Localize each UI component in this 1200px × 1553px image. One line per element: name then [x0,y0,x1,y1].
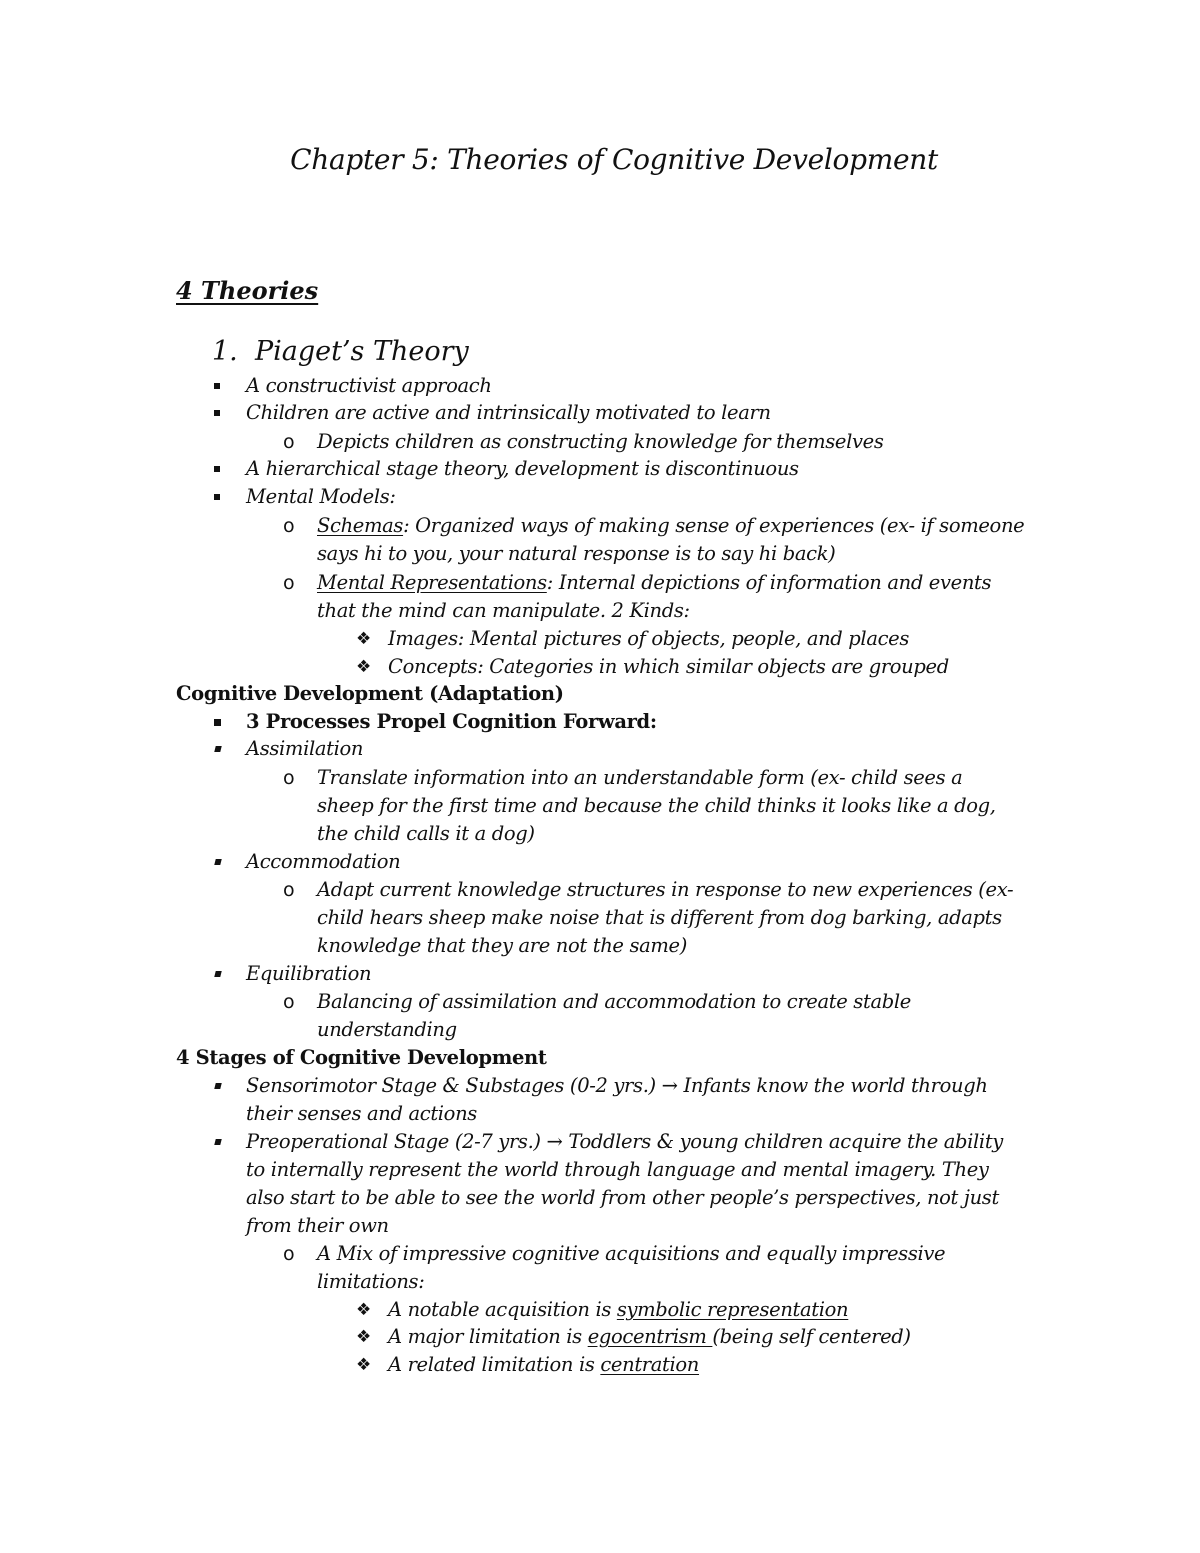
diamond-bullet-icon: ❖ [356,657,372,677]
list-item [388,1323,911,1351]
item-text: A major limitation is [388,1325,588,1348]
square-bullet-icon [214,466,220,472]
list-item-continuation: sheep for the first time and because the child thinks it looks like a dog, [317,794,996,817]
circle-bullet-icon: o [283,991,295,1013]
term-schemas: Schemas [317,514,404,537]
list-item: Images: Mental pictures of objects, people, and places [388,627,910,650]
circle-bullet-icon: o [283,879,295,901]
circle-bullet-icon: o [283,1243,295,1265]
list-item-continuation: limitations: [317,1270,425,1293]
theory-title: Piaget’s Theory [254,336,469,367]
list-item: Children are active and intrinsically motivated to learn [246,401,771,424]
term-egocentrism: egocentrism [587,1325,713,1348]
list-item-continuation: child hears sheep make noise that is different from dog barking, adapts [317,906,1002,929]
list-item [317,569,991,597]
square-bullet-icon [214,859,221,865]
theory-number: 1. [212,336,238,367]
list-item: 3 Processes Propel Cognition Forward: [246,710,657,733]
list-item [388,1351,699,1379]
document-title: Chapter 5: Theories of Cognitive Development [290,143,938,176]
list-item: Equilibration [246,962,372,985]
list-item: Preoperational Stage (2-7 yrs.) → Toddlers & young children acquire the ability [246,1130,1003,1153]
item-text: (being self centered) [712,1325,911,1348]
list-item-continuation: to internally represent the world through language and mental imagery. They [246,1158,989,1181]
term-symbolic-representation: symbolic representation [616,1298,849,1321]
list-item: A Mix of impressive cognitive acquisitions and equally impressive [317,1242,946,1265]
definition-text: : Internal depictions of information and events [546,571,992,594]
circle-bullet-icon: o [283,515,295,537]
list-item: Balancing of assimilation and accommodation to create stable [317,990,911,1013]
list-item: Concepts: Categories in which similar objects are grouped [388,655,949,678]
subheading-four-stages: 4 Stages of Cognitive Development [176,1046,547,1069]
list-item-continuation: their senses and actions [246,1102,477,1125]
list-item-continuation: from their own [246,1214,389,1237]
term-mental-representations: Mental Representations [317,571,547,594]
theory-heading [212,336,469,367]
section-heading: 4 Theories [176,276,319,305]
square-bullet-icon [214,494,220,500]
square-bullet-icon [214,1083,221,1089]
square-bullet-icon [214,719,221,726]
list-item: Translate information into an understandable form (ex- child sees a [317,766,963,789]
item-text: A related limitation is [388,1353,601,1376]
list-item: Depicts children as constructing knowledge for themselves [317,430,884,453]
list-item: Assimilation [246,737,364,760]
list-item [388,1296,848,1324]
square-bullet-icon [214,1139,221,1145]
definition-text: : Organized ways of making sense of experiences (ex- if someone [403,514,1025,537]
square-bullet-icon [214,383,220,389]
term-centration: centration [600,1353,700,1376]
list-item-continuation: that the mind can manipulate. 2 Kinds: [317,599,690,622]
square-bullet-icon [214,746,221,752]
list-item: Sensorimotor Stage & Substages (0-2 yrs.) → Infants know the world through [246,1074,988,1097]
item-text: A notable acquisition is [388,1298,617,1321]
diamond-bullet-icon: ❖ [356,1327,372,1347]
circle-bullet-icon: o [283,431,295,453]
list-item: Accommodation [246,850,401,873]
list-item: Adapt current knowledge structures in response to new experiences (ex- [317,878,1014,901]
circle-bullet-icon: o [283,767,295,789]
list-item: Mental Models: [246,485,396,508]
list-item-continuation: knowledge that they are not the same) [317,934,687,957]
list-item-continuation: understanding [317,1018,457,1041]
square-bullet-icon [214,410,220,416]
list-item-continuation: also start to be able to see the world from other people’s perspectives, not just [246,1186,999,1209]
diamond-bullet-icon: ❖ [356,1355,372,1375]
diamond-bullet-icon: ❖ [356,1300,372,1320]
diamond-bullet-icon: ❖ [356,629,372,649]
square-bullet-icon [214,971,221,977]
subheading-cognitive-development: Cognitive Development (Adaptation) [176,682,564,705]
list-item-continuation: the child calls it a dog) [317,822,535,845]
circle-bullet-icon: o [283,572,295,594]
list-item: A hierarchical stage theory, development is discontinuous [246,457,799,480]
list-item [317,512,1024,540]
list-item-continuation: says hi to you, your natural response is to say hi back) [317,542,836,565]
list-item: A constructivist approach [246,374,492,397]
